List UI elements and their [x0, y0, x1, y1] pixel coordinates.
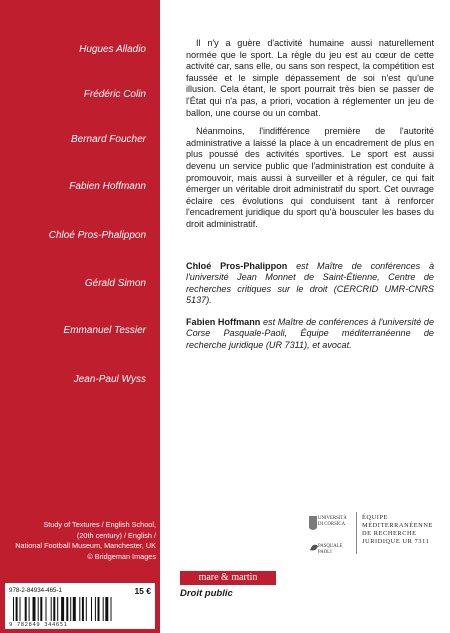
back-cover-text	[186, 38, 434, 352]
author-name: Gérald Simon	[84, 278, 146, 289]
barcode-digits: 9 782849 344651	[9, 622, 68, 628]
author-name: Frédéric Colin	[83, 89, 146, 100]
left-red-panel	[0, 0, 160, 633]
credit-line: Study of Textures / English School,	[43, 520, 156, 529]
bio-name: Fabien Hoffmann	[186, 316, 261, 327]
summary-paragraph: Néanmoins, l'indifférence première de l'autorité administrative a laissé la place à un encadrement de plus en plus poussé des activités sportives. Le sport est aussi devenu un service public que l'administration est conduite à promouvoir, mais aussi à surveiller et à réguler, ce qui fait émerger un véritable droit administratif du sport. Cet ouvrage éclaire ces évolutions qui conduisent tant à renforcer l'encadrement juridique du sport qu'à bousculer les bases du droit administratif.	[186, 126, 434, 229]
author-bio	[186, 317, 434, 352]
author-name: Bernard Foucher	[70, 134, 146, 145]
credit-line: National Football Museum, Manchester, UK	[15, 541, 156, 551]
author-name: Hugues Alladio	[79, 44, 146, 55]
university-logo-text: UNIVERSITÀ DI CORSICA PASQUALE PAOLI	[318, 516, 347, 555]
barcode-box	[5, 583, 155, 629]
bio-text: est Maître de conférences à l'université de Corse Pasquale-Paoli, Équipe méditerranéenne de recherche juridique (UR 7311), et avocat.	[186, 316, 435, 351]
price: 15 €	[134, 585, 151, 596]
author-name: Fabien Hoffmann	[69, 181, 146, 192]
barcode-icon	[9, 597, 151, 621]
isbn: 978-2-84934-465-1	[9, 587, 62, 594]
logo-divider	[356, 512, 357, 554]
summary-paragraph: Il n'y a guère d'activité humaine aussi naturellement normée que le sport. La règle du jeu est au cœur de cette activité car, sans elle, ou sans son respect, la compétition est faussée et le simple dépassement de soi n'est qu'une illusion. Cela étant, le sport pourrait très bien se passer de l'État qui n'a pas, a priori, vocation à réglementer un jeu de ballon, une course ou un combat.	[186, 38, 434, 118]
author-name: Emmanuel Tessier	[63, 325, 146, 336]
bio-name: Chloé Pros-Phalippon	[186, 260, 288, 271]
author-name: Chloé Pros-Phalippon	[48, 230, 146, 241]
author-bio	[186, 261, 434, 307]
credit-line: (20th century) / English /	[76, 530, 156, 540]
credit-line: © Bridgeman Images	[87, 551, 156, 561]
cover-image-credit	[6, 520, 156, 562]
publisher-logo: mare & martin	[180, 571, 276, 585]
collection-name: Droit public	[180, 588, 233, 599]
research-team-logo: ÉQUIPE MÉDITERRANÉENNE DE RECHERCHE JURIDIQUE UR 7311	[362, 514, 433, 545]
bio-text: est Maître de conférences à l'université Jean Monnet de Saint-Étienne, Centre de recherches critiques sur le droit (CERCRID UMR-CNRS 5137).	[186, 260, 435, 306]
author-name: Jean-Paul Wyss	[73, 374, 146, 385]
